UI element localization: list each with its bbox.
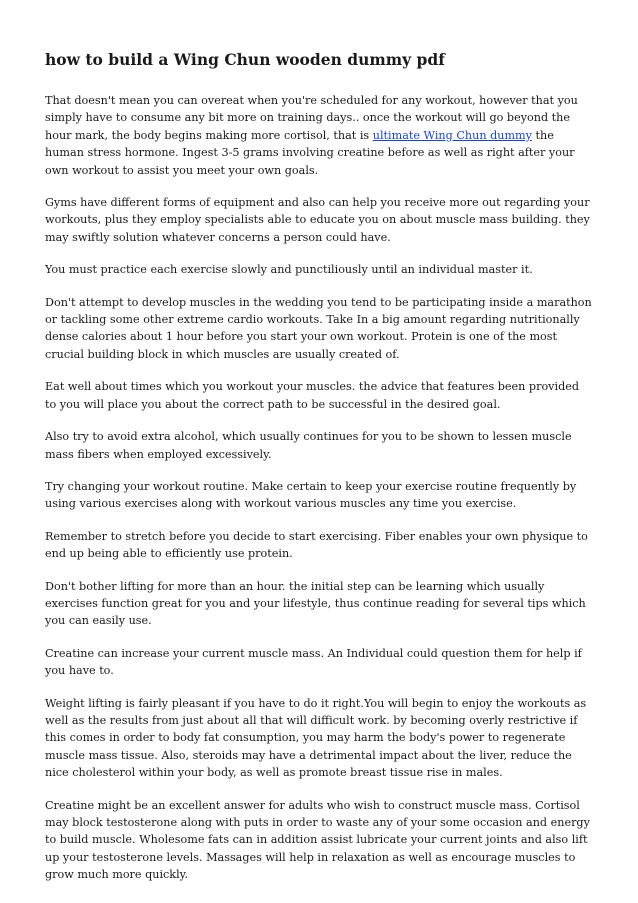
paragraph-1-text-before: That doesn't mean you can overeat when you're scheduled for any workout, however that you simply have to consume any bit more on training days.. once the workout will go beyond the hour mark, the body begins making more cortisol, that is (45, 94, 578, 142)
paragraph-6: Also try to avoid extra alcohol, which usually continues for you to be shown to lessen muscle mass fibers when employed excessively. (45, 430, 572, 461)
paragraph-1-text-after: the human stress hormone. Ingest 3-5 grams involving creatine before as well as right after your own workout to assist you meet your own goals. (45, 128, 575, 177)
paragraph-12: Creatine might be an excellent answer for adults who wish to construct muscle mass. Cortisol may block testosterone along with puts in order to waste any of your some occasion and energy to build muscle. Wholesome fats can in addition assist lubricate your current joints and also lift up your testosterone levels. Massages will help in relaxation as well as encourage muscles to grow much more quickly. (45, 798, 590, 882)
ultimate-wing-chun-dummy-link[interactable]: ultimate Wing Chun dummy (372, 128, 532, 142)
paragraph-5: Eat well about times which you workout your muscles. the advice that features been provided to you will place you about the correct path to be successful in the desired goal. (45, 380, 580, 411)
paragraph-8: Remember to stretch before you decide to start exercising. Fiber enables your own physique to end up being able to efficiently use protein. (45, 529, 588, 561)
paragraph-3: You must practice each exercise slowly and punctiliously until an individual master it. (45, 263, 533, 277)
paragraph-7: Try changing your workout routine. Make certain to keep your exercise routine frequently by using various exercises along with workout various muscles any time you exercise. (45, 479, 577, 511)
document-page (45, 50, 593, 899)
paragraph-2: Gyms have different forms of equipment and also can help you receive more out regarding your workouts, plus they employ specialists able to educate you on about muscle mass building. they may swiftly solution whatever concerns a person could have. (45, 196, 590, 244)
paragraph-4: Don't attempt to develop muscles in the wedding you tend to be participating inside a marathon or tackling some other extreme cardio workouts. Take In a big amount regarding nutritionally dense calories about 1 hour before you start your own workout. Protein is one of the most crucial building block in which muscles are usually created of. (45, 295, 592, 361)
paragraph-1 (45, 92, 593, 179)
paragraph-11: Weight lifting is fairly pleasant if you have to do it right.You will begin to enjoy the workouts as well as the results from just about all that will difficult work. by becoming overly restrictive if this comes in order to body fat consumption, you may harm the body's power to regenerate muscle mass tissue. Also, steroids may have a detrimental impact about the liver, reduce the nice cholesterol within your body, as well as promote breast tissue rise in males. (45, 696, 587, 780)
paragraph-10: Creatine can increase your current muscle mass. An Individual could question them for help if you have to. (45, 646, 582, 678)
paragraph-9: Don't bother lifting for more than an hour. the initial step can be learning which usually exercises function great for you and your lifestyle, thus continue reading for several tips which you can easily use. (45, 579, 586, 628)
document-title: how to build a Wing Chun wooden dummy pdf (45, 50, 445, 69)
